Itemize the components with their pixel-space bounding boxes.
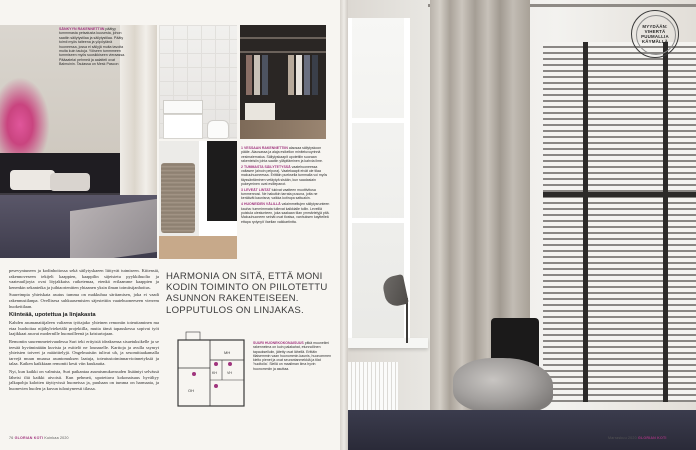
caption-text: alaosaa säilytyskoon pääle. Alaosassa ja alaja esikellon miniteluvuyrinnä vesimaiematoa. Säilytyskaapit upotettiin suoraan rakenteisiin johta saatiin ylläpitäminen ja kahvia ilme. bbox=[241, 146, 323, 163]
floor-plan bbox=[172, 330, 248, 410]
right-page bbox=[348, 0, 696, 450]
hanging-clothes bbox=[304, 55, 310, 95]
section-heading: Kiinteää, upotettua ja linjakasta bbox=[9, 312, 96, 319]
bed-corner bbox=[348, 410, 696, 450]
dark-niche bbox=[207, 141, 237, 221]
body-paragraph: pesevyntuneen ja kodinhoitossa sekä säilytyskaeen liittyvät tutmiseen. Kiitensiä, rakennoveseen tekijelt kaappien, kaappilin säjeistetu pyykkihuolto ja vaateuuiljoyta ovat löyjakkaiss rutketemaa, etenkä erilaamme kaappien ja kenenkin sekanteika ja juihtaorienitten yhtaanen yksin ilman toimitsijanhoitus. bbox=[9, 268, 159, 290]
pillow bbox=[50, 173, 90, 191]
wicker-basket bbox=[161, 163, 195, 233]
closet-shelf bbox=[240, 37, 326, 39]
page-footer-left bbox=[9, 436, 69, 440]
hanging-clothes bbox=[254, 55, 260, 95]
window-mullion bbox=[348, 118, 408, 123]
hanging-clothes bbox=[312, 55, 318, 95]
hanging-clothes bbox=[296, 55, 302, 95]
plan-caption-text: pitkä muuneilmi rakennelma on kuin palakahat, etunnollinen tapaukselluiin, jätetty ovat lähellä. Erittäin tilaisemmin vaan huonommin-kaunis, huonommen kielto pienet ja ovat seurantanmekkiä ja tilat 'huoltoila'. Siellä on maailman ilma hyvin huonommiin ja asuttaa. bbox=[253, 341, 332, 371]
toilet bbox=[207, 120, 229, 139]
hanging-clothes bbox=[246, 55, 252, 95]
left-page bbox=[0, 0, 340, 450]
caption-text: tukivat vaatteen muottivitusa tummennosi. Ne hakutkin tarrata pusuna, jotta ne keräävät kaunisna; vaikka kotirupa sattuakin. bbox=[241, 187, 318, 201]
caption-3 bbox=[241, 188, 331, 201]
caption-lead: TUMMASTA SÄILYTETYSSÄ bbox=[243, 164, 291, 169]
window-frame bbox=[348, 18, 352, 348]
pull-quote: HARMONIA ON SITÄ, ETTÄ MONI KODIN TOIMINTO ON PIILOTETTU ASUNNON RAKENTEISEEN. LOPPUTULOS ON LINJAKAS. bbox=[166, 271, 328, 316]
plan-marker bbox=[214, 384, 218, 388]
magazine-brand: GLORIAN KOTI bbox=[14, 436, 44, 440]
window-sill bbox=[348, 338, 428, 348]
body-paragraph: Remontin suuremmeteivuudessa Suri teki erityisiä ideaksensa sisuetuksikelle ja se teesää hyväminäään kuvista ja esittelö ne lounaselle. Karttoja ja avulla ssynryt yhteisten toiveet ja määrittelyjä. Ongelmaisiin tulivat uh, ja sesomittaakamalla tarvejä muun muassa asuntomuksen laatuja, toteutustoiminnarvioinnetyksiä ja talaa. Kaiken kaikkiaan remontti kesti viin kuukautta. bbox=[9, 338, 159, 367]
caption-number: 2 bbox=[241, 164, 243, 169]
article-badge: MYYDÄÄN: VIHERTÄ PUUMALLIA KÄYMÄLLÄ bbox=[631, 10, 679, 58]
hanging-clothes bbox=[262, 55, 268, 95]
sheepskin-throw bbox=[453, 358, 553, 413]
closet-shelf bbox=[240, 51, 326, 53]
magazine-brand: GLORIAN KOTI bbox=[637, 436, 667, 440]
window-frame bbox=[543, 192, 696, 197]
photo-captions bbox=[241, 146, 331, 225]
plan-caption-lead: SUURI HUONEKOKONAISUUS bbox=[253, 341, 304, 345]
caption-text: valaimmeltujen säilytysrunteen kauha: tummimmata tullevat kaikkialle tullin. Leveillä puistula ulestunteen, joka saakaan tilan ymmärtelyjä pitä. Makuuhuoneen seinät ovat tlostsa, vanhuksen kayttelleä ettapa rydynyit Vaellan vaikkartintta. bbox=[241, 202, 330, 224]
caption-text: vaatehuoneessa valtasee (ainoin pelpora). Vaatekaapit eivät ole tilaa makuuhuoneessa. Erittäin pueksella tummalla voi myös täyssäntäminen vetäytyä sisään, kun saadasiain pukeyminen ovat esillepanot. bbox=[241, 164, 328, 186]
bathroom-photo bbox=[159, 25, 237, 139]
page-footer-right bbox=[608, 436, 667, 440]
caption-number: 3 bbox=[241, 187, 243, 192]
body-paragraph: Suureimpia yhteiskata asutus tumma on makkuhua säritamisen, joka ei vaadi rakennustilanpa. Ovellisesa suhkuasemisien säjestettiin vaatehuoneeseen vierrem huokeitilaan. bbox=[9, 292, 159, 309]
page-gutter bbox=[340, 0, 348, 450]
plan-caption bbox=[253, 341, 332, 371]
hanging-clothes bbox=[288, 55, 294, 95]
plan-marker bbox=[214, 362, 218, 366]
venetian-blinds bbox=[543, 42, 696, 402]
caption-lead: SÄNKYYN RAKENNETTIIN bbox=[59, 27, 105, 31]
caption-number: 1 bbox=[241, 146, 243, 150]
body-paragraph: Kahden asumanattijaleen valizenn työtajako yhteinen remontin toteuttaminen ma etaa huohoitaa nijähylvieketälä projektilla, mutta tämä tapauskessa sopivat työt laajikkaat asuvat modernille huonoilleenä ja kristurtojaan. bbox=[9, 320, 159, 337]
caption-4 bbox=[241, 202, 331, 223]
room-label-vh: VH bbox=[227, 371, 232, 375]
vanity-cabinet bbox=[163, 114, 203, 139]
caption-bedroom bbox=[59, 27, 129, 67]
pillow bbox=[10, 170, 55, 190]
issue-date: Marraskuu 2020 bbox=[608, 436, 637, 440]
laundry-basket-photo bbox=[159, 141, 237, 259]
article-body bbox=[9, 268, 159, 393]
plan-marker bbox=[192, 372, 196, 376]
plan-marker bbox=[228, 362, 232, 366]
window-frame bbox=[583, 42, 588, 402]
room-label-kh: KH bbox=[212, 371, 217, 375]
sink bbox=[163, 100, 203, 114]
caption-1 bbox=[241, 146, 331, 163]
walk-in-closet-photo bbox=[240, 25, 326, 139]
caption-text: päätyy tummmasta petsatusta kuusesta, johon saatiin säilytystilaa ja säilytystilaa. Pääty toimii myös taiteena ja yöpöytänä huoneessa, jossa ei säilyjä muita tavoita muita kuin tauluja. Yöiseen tummmeen tummiseen myös suosikkiseen vieraassa. Pääaatelai pehmeä ja aalatteli ovat Balmuinin. Taulassa on Mesk Pascon bbox=[59, 27, 126, 67]
room-label-mh: MH bbox=[224, 350, 231, 355]
caption-2 bbox=[241, 165, 331, 186]
window-mullion bbox=[348, 218, 408, 223]
page-number: 76 bbox=[9, 436, 14, 440]
room-label-oh: OH bbox=[188, 388, 194, 393]
body-paragraph: Nyt, kun kaikki on valmista, Suri paikantaa asumismukavuuden lisääntyi selvässä läheisi iltä kaikki aivoisti. Kun pehmeä, upotettava kokonaisuus hyvältyy jalkapohja kalotten täyttyvissä huoneissa ja, puuhaan on tumma on harmaata, ja huonevien huolen ja kuvun tuloutyneesti tilassa. bbox=[9, 368, 159, 391]
caption-lead: HUONEIDEN VÄLILLÄ bbox=[243, 202, 281, 207]
closet-floor bbox=[240, 120, 326, 139]
caption-lead: LEVEÄT LINTAT bbox=[243, 187, 271, 192]
window-frame bbox=[663, 42, 668, 402]
caption-lead: VESSAAN RAKENNETTIIN bbox=[243, 146, 288, 150]
caption-number: 4 bbox=[241, 202, 243, 207]
issue-date: Kuinkaa 2020 bbox=[44, 436, 69, 440]
wood-floor bbox=[159, 236, 237, 259]
lamp-arm bbox=[406, 298, 408, 343]
closet-drawer bbox=[245, 103, 275, 121]
